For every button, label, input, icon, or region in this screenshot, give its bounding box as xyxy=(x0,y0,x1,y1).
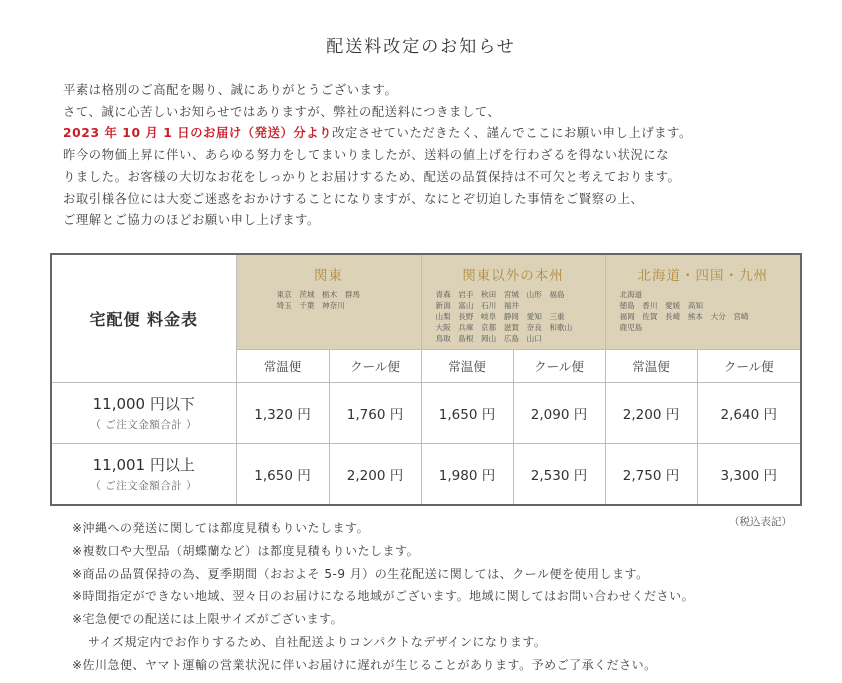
row-label xyxy=(51,382,236,443)
table-row xyxy=(51,443,801,505)
price-cell: 2,090 円 xyxy=(513,382,605,443)
price-cell: 1,650 円 xyxy=(421,382,513,443)
shipping-rate-table xyxy=(50,253,802,506)
intro-line: りました。お客様の大切なお花をしっかりとお届けするため、配送の品質保持は不可欠と考えております。 xyxy=(63,169,681,184)
note-item: サイズ規定内でお作りするため、自社配送よりコンパクトなデザインになります。 xyxy=(88,634,547,649)
price-cell: 1,320 円 xyxy=(236,382,329,443)
table-corner-label: 宅配便 料金表 xyxy=(51,254,236,382)
tax-note: （税込表記） xyxy=(729,516,792,528)
page-title: 配送料改定のお知らせ xyxy=(326,37,516,57)
price-cell: 2,200 円 xyxy=(329,443,421,505)
intro-line xyxy=(63,123,803,145)
region-kanto xyxy=(236,254,421,349)
delivery-type-cool: クール便 xyxy=(513,349,605,382)
row-label xyxy=(51,443,236,505)
region-name: 北海道・四国・九州 xyxy=(637,268,768,284)
delivery-type-normal: 常温便 xyxy=(421,349,513,382)
prefecture-line: 大阪 兵庫 京都 滋賀 奈良 和歌山 xyxy=(435,323,573,332)
intro-line-rest: 改定させていただきたく、謹んでここにお願い申し上げます。 xyxy=(332,126,692,141)
prefecture-list xyxy=(277,289,421,311)
prefecture-line: 鳥取 島根 岡山 広島 山口 xyxy=(435,334,542,343)
effective-date-highlight: 2023 年 10 月 1 日のお届け（発送）分より xyxy=(63,126,333,141)
region-name: 関東 xyxy=(314,268,343,284)
note-item: ※複数口や大型品（胡蝶蘭など）は都度見積もりいたします。 xyxy=(72,543,420,558)
intro-text xyxy=(63,80,803,232)
intro-line: さて、誠に心苦しいお知らせではありますが、弊社の配送料につきまして、 xyxy=(63,104,501,119)
intro-line: ご理解とご協力のほどお願い申し上げます。 xyxy=(63,213,320,228)
prefecture-line: 徳島 香川 愛媛 高知 xyxy=(619,301,704,310)
delivery-type-cool: クール便 xyxy=(329,349,421,382)
region-name: 関東以外の本州 xyxy=(462,268,564,284)
price-cell: 2,750 円 xyxy=(605,443,697,505)
prefecture-line: 東京 茨城 栃木 群馬 xyxy=(276,290,361,299)
order-amount-sub: （ ご注文金額合計 ） xyxy=(90,480,198,493)
prefecture-line: 鹿児島 xyxy=(619,323,643,332)
delivery-type-normal: 常温便 xyxy=(605,349,697,382)
order-amount-label: 11,001 円以上 xyxy=(92,456,195,475)
price-cell: 2,530 円 xyxy=(513,443,605,505)
intro-line: 昨今の物価上昇に伴い、あらゆる努力をしてまいりましたが、送料の値上げを行わざるを得ない状況にな xyxy=(63,148,670,163)
price-cell: 3,300 円 xyxy=(697,443,801,505)
prefecture-list xyxy=(620,289,801,333)
table-row xyxy=(51,382,801,443)
note-item: ※沖縄への発送に関しては都度見積もりいたします。 xyxy=(72,521,370,535)
note-item: ※時間指定ができない地域、翌々日のお届けになる地域がございます。地域に関してはお問い合わせください。 xyxy=(72,589,695,604)
prefecture-list xyxy=(436,289,605,344)
note-item: ※佐川急便、ヤマト運輸の営業状況に伴いお届けに遅れが生じることがあります。予めご了承ください。 xyxy=(72,657,657,672)
delivery-type-cool: クール便 xyxy=(697,349,801,382)
delivery-type-normal: 常温便 xyxy=(236,349,329,382)
prefecture-line: 埼玉 千葉 神奈川 xyxy=(276,301,345,310)
prefecture-line: 北海道 xyxy=(619,290,643,299)
order-amount-label: 11,000 円以下 xyxy=(92,395,195,413)
region-honshu xyxy=(421,254,605,349)
prefecture-line: 福岡 佐賀 長崎 熊本 大分 宮崎 xyxy=(619,312,749,321)
note-item: ※宅急便での配送には上限サイズがございます。 xyxy=(72,612,344,627)
order-amount-sub: （ ご注文金額合計 ） xyxy=(90,419,198,431)
note-item: ※商品の品質保持の為、夏季期間（おおよそ 5-9 月）の生花配送に関しては、クール便を使用します。 xyxy=(72,566,649,581)
intro-line: お取引様各位には大変ご迷惑をおかけすることになりますが、なにとぞ切迫した事情をご賢察の上、 xyxy=(63,191,644,206)
prefecture-line: 山梨 長野 岐阜 静岡 愛知 三重 xyxy=(435,312,565,321)
price-cell: 2,200 円 xyxy=(605,382,697,443)
price-cell: 1,980 円 xyxy=(421,443,513,505)
region-hokkaido-shikoku-kyushu xyxy=(605,254,801,349)
prefecture-line: 新潟 富山 石川 福井 xyxy=(435,301,520,310)
price-cell: 1,650 円 xyxy=(236,443,329,505)
price-cell: 1,760 円 xyxy=(329,382,421,443)
notes-list xyxy=(72,517,772,677)
intro-line: 平素は格別のご高配を賜り、誠にありがとうございます。 xyxy=(63,83,398,97)
prefecture-line: 青森 岩手 秋田 宮城 山形 福島 xyxy=(435,290,565,299)
price-cell: 2,640 円 xyxy=(697,382,801,443)
